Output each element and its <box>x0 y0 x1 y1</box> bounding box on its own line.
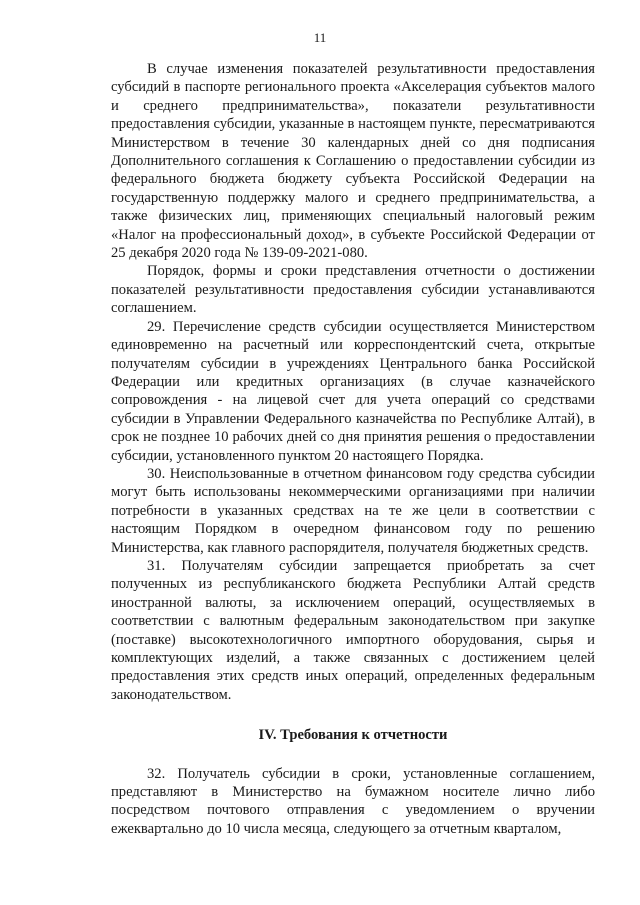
section-heading: IV. Требования к отчетности <box>258 727 448 744</box>
paragraph-indicator-change: В случае изменения показателей результативности предоставления субсидий в паспорте регионального проекта «Акселерация субъектов малого и среднего предпринимательства», показатели результативности предоставления субсидии, указанные в настоящем пункте, пересматриваются Министерством в течение 30 календарных дней со дня подписания Дополнительного соглашения к Соглашению о предоставлении субсидии из федерального бюджета бюджету субъекта Российской Федерации на государственную поддержку малого и среднего предпринимательства, а также физических лиц, применяющих специальный налоговый режим «Налог на профессиональный доход», в субъекте Российской Федерации от 25 декабря 2020 года № 139-09-2021-080. <box>111 61 595 262</box>
paragraph-item-29: 29. Перечисление средств субсидии осуществляется Министерством единовременно на расчетный или корреспондентский счета, открытые получателям субсидии в учреждениях Центрального банка Российской Федерации или кредитных организациях (в случае казначейского сопровождения - на лицевой счет для учета операций со средствами субсидии в Управлении Федерального казначейства по Республике Алтай), в срок не позднее 10 рабочих дней со дня принятия решения о предоставлении субсидии, установленного пунктом 20 настоящего Порядка. <box>111 318 595 464</box>
document-body <box>111 60 595 838</box>
paragraph-item-30: 30. Неиспользованные в отчетном финансовом году средства субсидии могут быть использованы некоммерческими организациями при наличии потребности в указанных средствах на те же цели в соответствии с настоящим Порядком в очередном финансовом году по решению Министерства, как главного распорядителя, получателя бюджетных средств. <box>111 465 595 556</box>
page-number: 11 <box>313 30 327 45</box>
paragraph-item-32: 32. Получатель субсидии в сроки, установленные соглашением, представляют в Министерство на бумажном носителе лично либо посредством почтового отправления с уведомлением о вручении ежеквартально до 10 числа месяца, следующего за отчетным кварталом, <box>111 765 595 837</box>
paragraph-item-31: 31. Получателям субсидии запрещается приобретать за счет полученных из республиканского бюджета Республики Алтай средств иностранной валюты, за исключением операций, осуществляемых в соответствии с валютным федеральным законодательством при закупке (поставке) высокотехнологичного импортного оборудования, сырья и комплектующих изделий, а также связанных с достижением целей предоставления этих средств иных операций, определенных федеральным законодательством. <box>111 557 595 703</box>
paragraph-reporting-procedure: Порядок, формы и сроки представления отчетности о достижении показателей результативности предоставления субсидии устанавливаются соглашением. <box>111 263 595 317</box>
